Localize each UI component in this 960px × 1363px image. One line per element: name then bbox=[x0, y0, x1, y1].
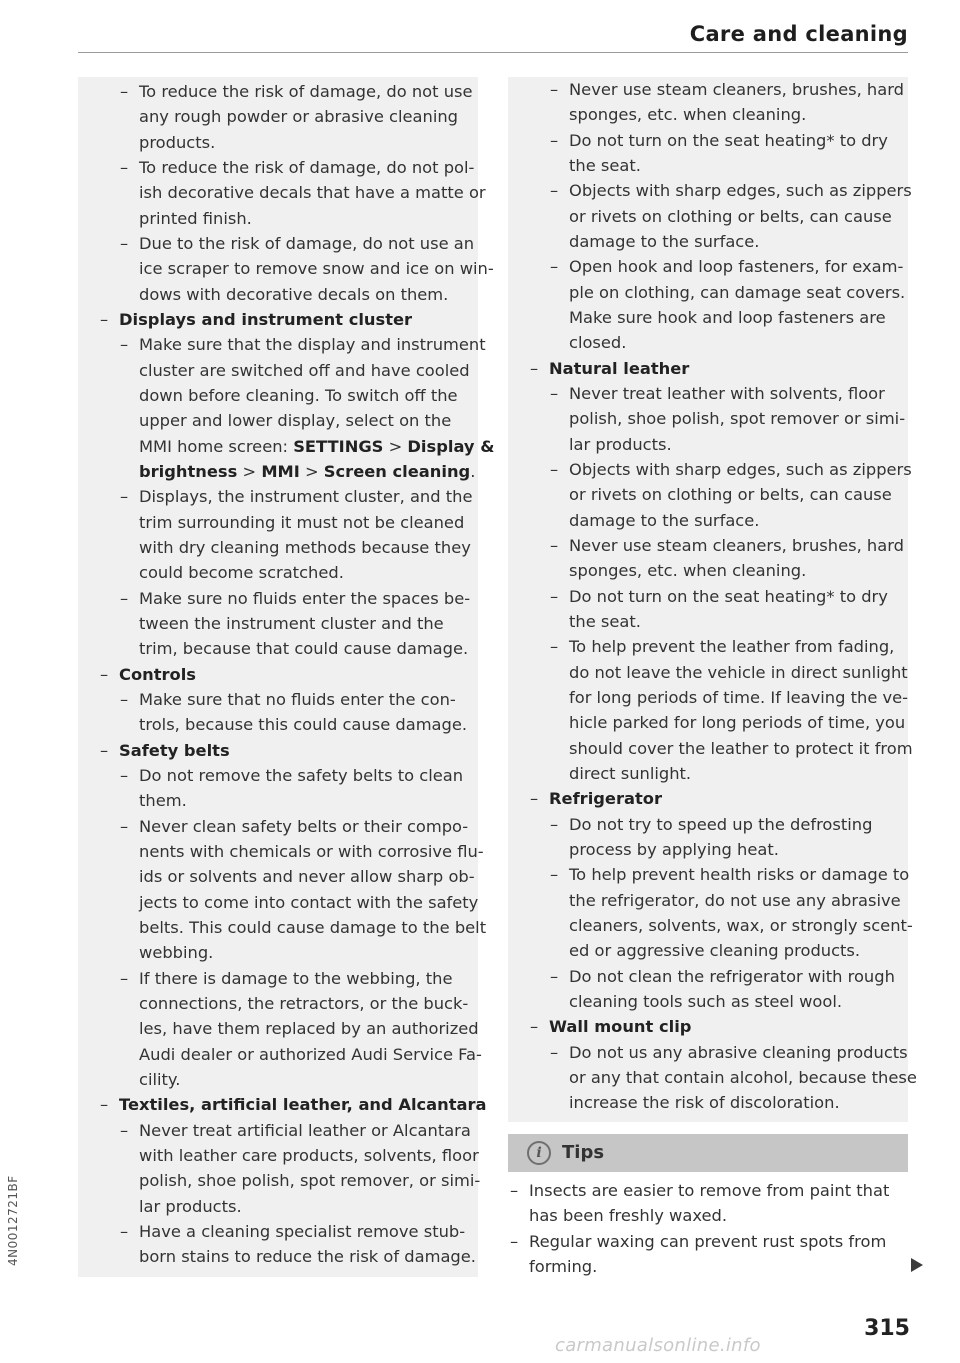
line-text: Wall mount clip bbox=[549, 1017, 692, 1037]
line-text: ice scraper to remove snow and ice on win- bbox=[139, 259, 494, 279]
line-text: the seat. bbox=[569, 155, 641, 175]
line-text: Never treat leather with solvents, floor bbox=[569, 383, 885, 403]
bullet-dash: – bbox=[550, 535, 559, 555]
section-title: Care and cleaning bbox=[689, 22, 908, 46]
line-text: nents with chemicals or with corrosive flu- bbox=[139, 841, 484, 861]
line-text: Do not remove the safety belts to clean bbox=[139, 765, 464, 785]
line-text: born stains to reduce the risk of damage. bbox=[139, 1247, 476, 1267]
line-text: Have a cleaning specialist remove stub- bbox=[139, 1221, 466, 1241]
bullet-dash: – bbox=[100, 1095, 109, 1115]
bullet-dash: – bbox=[550, 966, 559, 986]
line-text: should cover the leather to protect it from bbox=[569, 738, 913, 758]
line-text: Textiles, artificial leather, and Alcantara bbox=[119, 1095, 487, 1115]
line-text: increase the risk of discoloration. bbox=[569, 1093, 840, 1113]
line-text: MMI home screen: SETTINGS > Display & bbox=[139, 436, 495, 456]
line-text: them. bbox=[139, 791, 187, 811]
bullet-dash: – bbox=[550, 130, 559, 150]
bullet-dash: – bbox=[120, 765, 129, 785]
bullet-dash: – bbox=[100, 664, 109, 684]
path-separator: > bbox=[383, 436, 408, 456]
bullet-dash: – bbox=[120, 335, 129, 355]
bullet-dash: – bbox=[550, 181, 559, 201]
line-text: connections, the retractors, or the buck- bbox=[139, 993, 469, 1013]
line-text: trim surrounding it must not be cleaned bbox=[139, 512, 465, 532]
line-text: Displays, the instrument cluster, and the bbox=[139, 487, 473, 507]
bullet-dash: – bbox=[120, 157, 129, 177]
info-icon: i bbox=[527, 1141, 551, 1165]
line-text: Controls bbox=[119, 664, 196, 684]
line-text: To reduce the risk of damage, do not use bbox=[139, 82, 473, 101]
line-text: Insects are easier to remove from paint that bbox=[529, 1181, 890, 1200]
bullet-dash: – bbox=[120, 233, 129, 253]
line-text: Make sure hook and loop fasteners are bbox=[569, 307, 886, 327]
line-text: Do not clean the refrigerator with rough bbox=[569, 966, 895, 986]
bullet-dash: – bbox=[550, 1042, 559, 1062]
bullet-dash: – bbox=[100, 740, 109, 760]
line-text: trim, because that could cause damage. bbox=[139, 639, 469, 659]
line-text: down before cleaning. To switch off the bbox=[139, 385, 458, 405]
line-text bbox=[139, 459, 475, 484]
line-text: Safety belts bbox=[119, 740, 230, 760]
line-text: Objects with sharp edges, such as zippers bbox=[569, 459, 912, 479]
bullet-dash: – bbox=[120, 816, 129, 836]
bullet-dash: – bbox=[120, 82, 129, 101]
line-text: Do not turn on the seat heating* to dry bbox=[569, 130, 888, 150]
bullet-dash: – bbox=[550, 814, 559, 834]
line-text: do not leave the vehicle in direct sunlight bbox=[569, 662, 908, 682]
right-content-panel bbox=[508, 77, 917, 1122]
line-text: Never use steam cleaners, brushes, hard bbox=[569, 80, 904, 99]
watermark: carmanualsonline.info bbox=[555, 1335, 761, 1356]
line-text: webbing. bbox=[139, 943, 214, 963]
bullet-dash: – bbox=[120, 1221, 129, 1241]
line-text: direct sunlight. bbox=[569, 763, 692, 783]
line-text: Make sure no fluids enter the spaces be- bbox=[139, 588, 471, 608]
line-text: Refrigerator bbox=[549, 789, 662, 809]
line-text: the seat. bbox=[569, 611, 641, 631]
line-text: cluster are switched off and have cooled bbox=[139, 360, 470, 380]
line-text: has been freshly waxed. bbox=[529, 1206, 727, 1226]
line-text: sponges, etc. when cleaning. bbox=[569, 561, 807, 581]
line-text: polish, shoe polish, spot remover, or simi- bbox=[139, 1171, 481, 1191]
line-text: Regular waxing can prevent rust spots from bbox=[529, 1231, 887, 1251]
bullet-dash: – bbox=[120, 968, 129, 988]
line-text: lar products. bbox=[569, 434, 672, 454]
line-text: damage to the surface. bbox=[569, 231, 760, 251]
line-text: Make sure that no fluids enter the con- bbox=[139, 689, 456, 709]
bullet-dash: – bbox=[100, 309, 109, 329]
line-text: sponges, etc. when cleaning. bbox=[569, 105, 807, 125]
document-code: 4N0012721BF bbox=[6, 1175, 20, 1266]
line-text: To reduce the risk of damage, do not pol- bbox=[139, 157, 475, 177]
line-text: the refrigerator, do not use any abrasive bbox=[569, 890, 901, 910]
line-text: upper and lower display, select on the bbox=[139, 411, 452, 431]
menu-path-item: Screen cleaning bbox=[323, 461, 471, 481]
line-text: dows with decorative decals on them. bbox=[139, 284, 449, 304]
page-number: 315 bbox=[864, 1316, 910, 1341]
continue-arrow-icon bbox=[911, 1258, 923, 1272]
header-divider bbox=[78, 52, 908, 53]
bullet-dash: – bbox=[550, 586, 559, 606]
line-text: les, have them replaced by an authorized bbox=[139, 1019, 479, 1039]
line-text: or rivets on clothing or belts, can cause bbox=[569, 485, 892, 505]
line-text: ple on clothing, can damage seat covers. bbox=[569, 282, 906, 302]
line-text: To help prevent the leather from fading, bbox=[569, 637, 895, 657]
menu-path-item: MMI bbox=[261, 461, 300, 481]
line-text: Do not try to speed up the defrosting bbox=[569, 814, 873, 834]
line-text: or any that contain alcohol, because these bbox=[569, 1067, 917, 1087]
line-text: hicle parked for long periods of time, you bbox=[569, 713, 906, 733]
bullet-dash: – bbox=[120, 588, 129, 608]
line-text: Open hook and loop fasteners, for exam- bbox=[569, 257, 904, 277]
line-text: tween the instrument cluster and the bbox=[139, 613, 444, 633]
line-text: ish decorative decals that have a matte or bbox=[139, 183, 486, 203]
bullet-dash: – bbox=[120, 487, 129, 507]
bullet-dash: – bbox=[120, 1120, 129, 1140]
line-text: with dry cleaning methods because they bbox=[139, 537, 471, 557]
line-text: closed. bbox=[569, 333, 627, 353]
tips-body bbox=[508, 1176, 908, 1286]
line-text: could become scratched. bbox=[139, 563, 344, 583]
line-text: Never clean safety belts or their compo- bbox=[139, 816, 469, 836]
line-text: belts. This could cause damage to the belt bbox=[139, 917, 487, 937]
line-text: jects to come into contact with the safety bbox=[139, 892, 479, 912]
line-text: If there is damage to the webbing, the bbox=[139, 968, 453, 988]
line-text: Do not turn on the seat heating* to dry bbox=[569, 586, 888, 606]
line-text: Never treat artificial leather or Alcantara bbox=[139, 1120, 471, 1140]
bullet-dash: – bbox=[550, 459, 559, 479]
tips-header-bar bbox=[508, 1134, 908, 1172]
line-text: To help prevent health risks or damage to bbox=[569, 865, 910, 885]
line-text: cleaners, solvents, wax, or strongly scent- bbox=[569, 915, 913, 935]
tips-label: Tips bbox=[562, 1142, 605, 1163]
line-text: Do not us any abrasive cleaning products bbox=[569, 1042, 908, 1062]
path-separator: > bbox=[237, 461, 262, 481]
bullet-dash: – bbox=[510, 1181, 519, 1200]
line-text: printed finish. bbox=[139, 208, 252, 228]
menu-path-item: Display & bbox=[407, 436, 495, 456]
line-text: Objects with sharp edges, such as zippers bbox=[569, 181, 912, 201]
bullet-dash: – bbox=[550, 257, 559, 277]
line-text: or rivets on clothing or belts, can cause bbox=[569, 206, 892, 226]
bullet-dash: – bbox=[550, 383, 559, 403]
bullet-dash: – bbox=[120, 689, 129, 709]
bullet-dash: – bbox=[530, 789, 539, 809]
line-text: cility. bbox=[139, 1069, 181, 1089]
bullet-dash: – bbox=[530, 1017, 539, 1037]
line-text: forming. bbox=[529, 1256, 598, 1276]
line-text: ed or aggressive cleaning products. bbox=[569, 941, 861, 961]
line-text: Natural leather bbox=[549, 358, 690, 378]
bullet-dash: – bbox=[550, 637, 559, 657]
bullet-dash: – bbox=[550, 865, 559, 885]
line-text: trols, because this could cause damage. bbox=[139, 715, 468, 735]
left-content-panel bbox=[78, 77, 495, 1277]
line-text: Due to the risk of damage, do not use an bbox=[139, 233, 475, 253]
line-text: Audi dealer or authorized Audi Service Fa- bbox=[139, 1044, 482, 1064]
path-separator: > bbox=[299, 461, 324, 481]
line-text: polish, shoe polish, spot remover or simi- bbox=[569, 409, 906, 429]
line-text: cleaning tools such as steel wool. bbox=[569, 991, 843, 1011]
bullet-dash: – bbox=[550, 80, 559, 99]
bullet-dash: – bbox=[530, 358, 539, 378]
line-text: ids or solvents and never allow sharp ob- bbox=[139, 867, 475, 887]
line-text: products. bbox=[139, 132, 216, 152]
menu-path-item: SETTINGS bbox=[293, 436, 384, 456]
path-separator: . bbox=[470, 461, 476, 481]
menu-path-item: brightness bbox=[139, 461, 238, 481]
line-text: lar products. bbox=[139, 1196, 242, 1216]
line-text: with leather care products, solvents, floor bbox=[139, 1145, 479, 1165]
line-text: process by applying heat. bbox=[569, 839, 779, 859]
line-text: damage to the surface. bbox=[569, 510, 760, 530]
line-text: Make sure that the display and instrument bbox=[139, 335, 486, 355]
bullet-dash: – bbox=[510, 1231, 519, 1251]
line-text: Displays and instrument cluster bbox=[119, 309, 413, 329]
line-text: Never use steam cleaners, brushes, hard bbox=[569, 535, 904, 555]
line-text: for long periods of time. If leaving the ve- bbox=[569, 687, 909, 707]
line-text: any rough powder or abrasive cleaning bbox=[139, 107, 458, 127]
